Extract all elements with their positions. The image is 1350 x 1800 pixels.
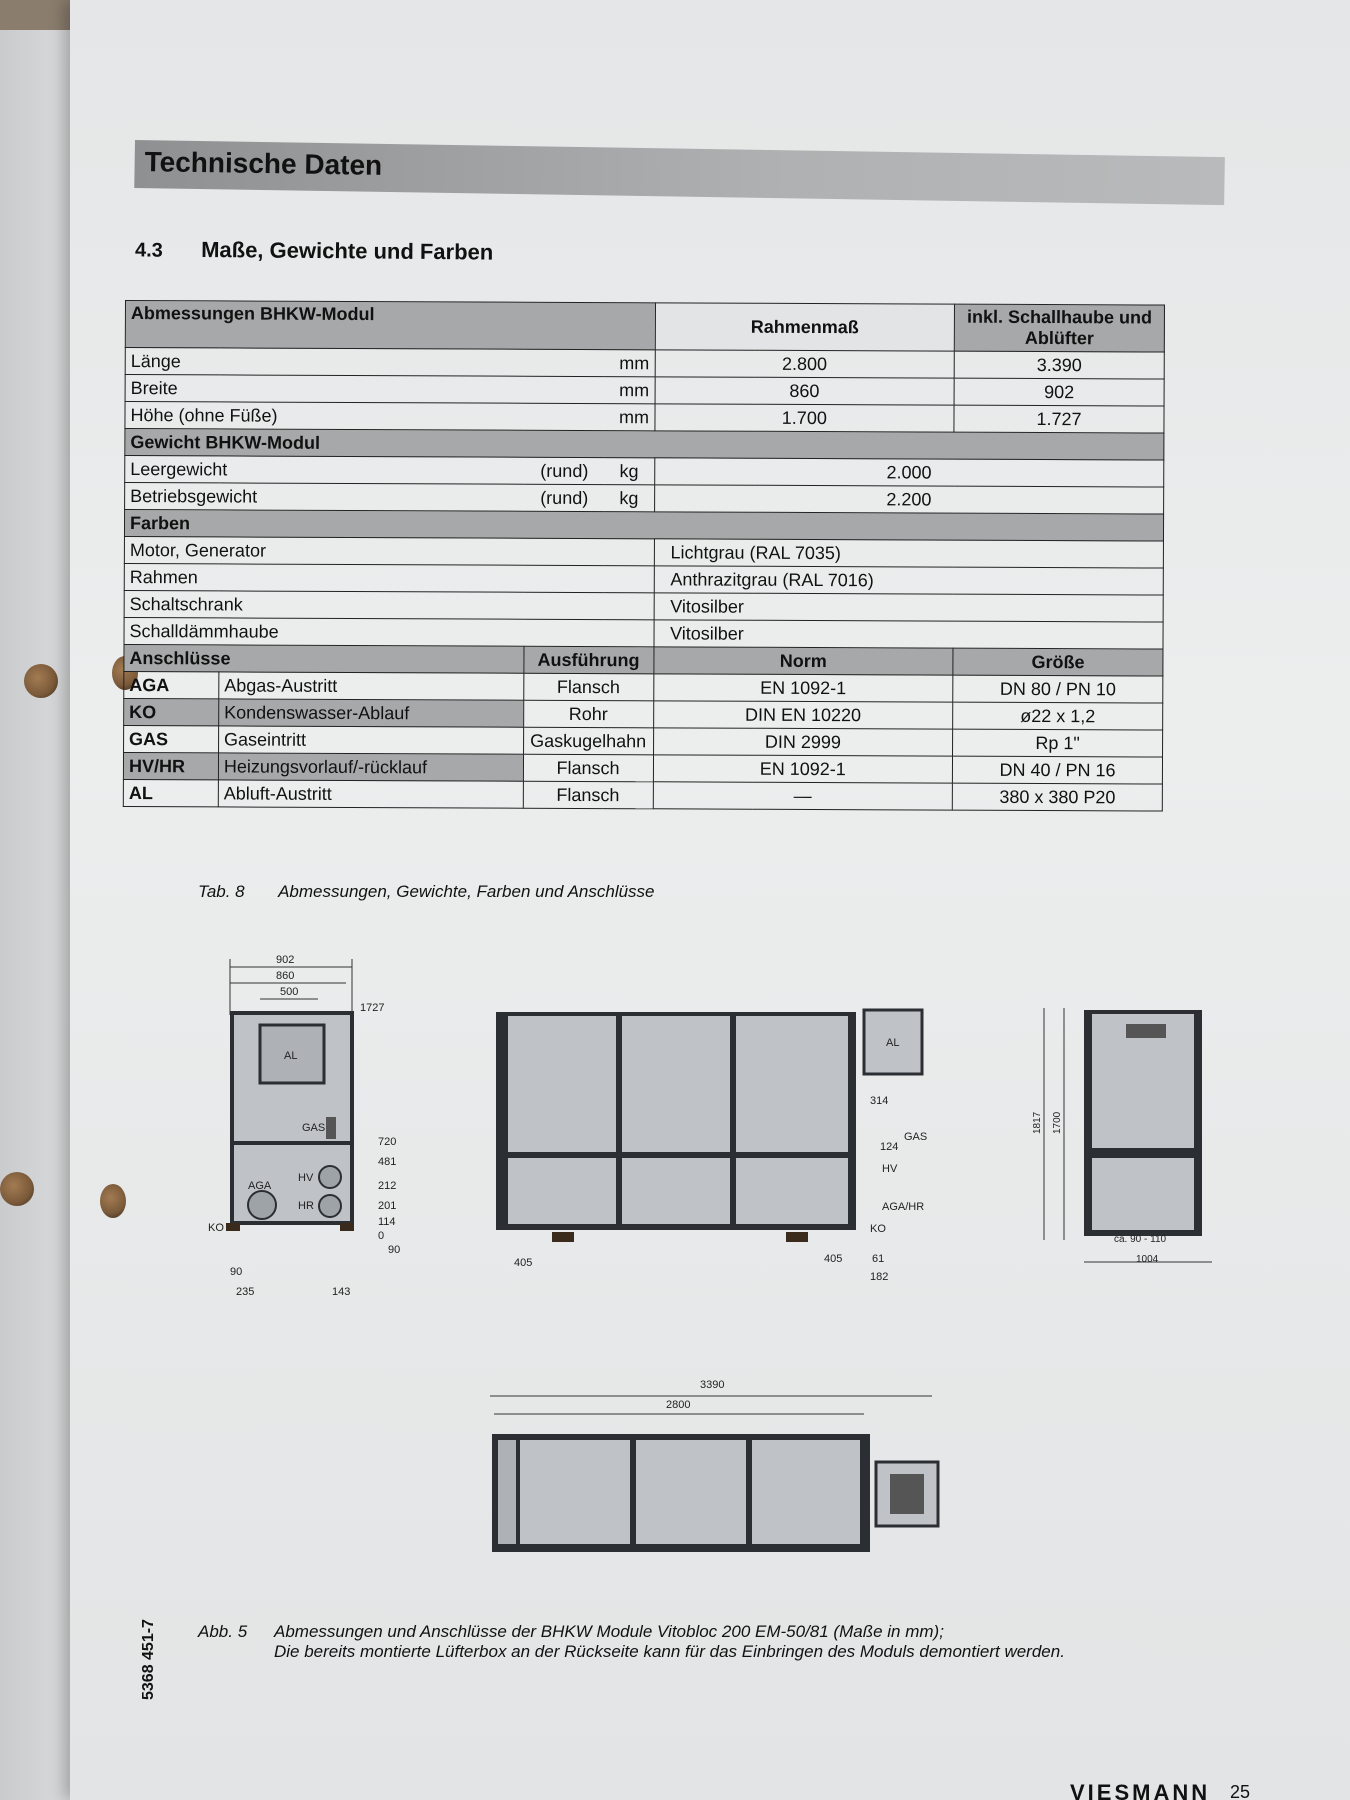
figure-caption-label: Abb. 5 [198, 1622, 248, 1641]
side-panel [622, 1016, 730, 1152]
spec-table-wrapper [123, 300, 1165, 812]
dim-label: 61 [872, 1253, 885, 1265]
dim-label: 182 [870, 1271, 889, 1283]
figure-caption-line1: Abmessungen und Anschlüsse der BHKW Module Vitobloc 200 EM-50/81 (Maße in mm); [274, 1622, 944, 1641]
side-panel [508, 1016, 616, 1152]
port-label: AGA [248, 1180, 272, 1192]
connection-name: Abluft-Austritt [218, 780, 523, 808]
dim-label: 405 [824, 1253, 843, 1265]
weight-value: 2.200 [654, 485, 1164, 514]
connection-design: Flansch [523, 673, 653, 701]
port-label: AGA/HR [882, 1201, 925, 1213]
table-caption [198, 882, 655, 902]
frame-value: 2.800 [655, 350, 955, 378]
connection-size: ø22 x 1,2 [953, 702, 1163, 730]
dim-label: 235 [236, 1286, 255, 1298]
document-code: 5368 451-7 [140, 1619, 157, 1700]
header-title: Technische Daten [144, 146, 383, 181]
port-label: HV [882, 1163, 898, 1175]
col-hood-header: inkl. Schallhaube und Ablüfter [954, 304, 1164, 352]
dim-label: 90 [388, 1244, 401, 1256]
heating-return-port [319, 1195, 341, 1217]
color-value: Anthrazitgrau (RAL 7016) [654, 566, 1164, 595]
connection-name: Heizungsvorlauf/-rücklauf [218, 753, 523, 781]
row-unit: kg [604, 485, 654, 512]
hood-value: 1.727 [954, 405, 1164, 433]
connection-norm: — [653, 782, 953, 810]
dim-label: 1727 [360, 1002, 385, 1014]
row-label: Breite [125, 375, 525, 404]
rear-lower-panel [1092, 1158, 1194, 1230]
connection-name: Gaseintritt [218, 726, 523, 754]
port-label: KO [208, 1222, 224, 1234]
colors-heading: Farben [124, 510, 1163, 542]
connection-size: 380 x 380 P20 [952, 783, 1162, 811]
punch-hole [24, 664, 58, 698]
dim-label: 405 [514, 1257, 533, 1269]
row-label: Länge [125, 348, 525, 377]
connection-code: AGA [124, 671, 219, 698]
control-display [1126, 1024, 1166, 1038]
dim-label: 3390 [700, 1379, 725, 1391]
dim-label: 500 [280, 986, 299, 998]
connection-code: KO [124, 698, 219, 725]
row-unit: kg [604, 458, 654, 485]
page-number: 25 [1230, 1782, 1251, 1800]
brand-logo: VIESMANN [1070, 1780, 1211, 1800]
col-frame-header: Rahmenmaß [655, 303, 955, 351]
top-view-drawing [480, 1370, 940, 1570]
dim-label: 1700 [1052, 1111, 1063, 1134]
exhaust-port [248, 1191, 276, 1219]
top-panel [636, 1440, 746, 1544]
row-label: Schaltschrank [124, 590, 654, 619]
dim-label: 90 [230, 1266, 243, 1278]
row-label: Betriebsgewicht [125, 483, 525, 512]
row-label: Höhe (ohne Füße) [125, 402, 525, 431]
connection-norm: DIN 2999 [653, 728, 953, 756]
color-value: Vitosilber [654, 593, 1164, 622]
dim-label: 212 [378, 1180, 397, 1192]
col-design-header: Ausführung [523, 646, 653, 674]
connections-heading: Anschlüsse [124, 644, 524, 673]
row-qualifier: (rund) [524, 457, 604, 484]
top-panel [752, 1440, 860, 1544]
table-caption-label: Tab. 8 [198, 882, 245, 901]
punch-hole [100, 1184, 126, 1218]
connection-code: HV/HR [123, 752, 218, 779]
port-label: HR [298, 1200, 314, 1212]
weight-heading: Gewicht BHKW-Modul [125, 429, 1164, 461]
table-row [123, 779, 1162, 811]
dim-label: ca. 90 - 110 [1114, 1234, 1167, 1245]
dim-label: 143 [332, 1286, 351, 1298]
color-value: Lichtgrau (RAL 7035) [654, 539, 1164, 568]
connection-name: Abgas-Austritt [219, 672, 524, 700]
heating-flow-port [319, 1166, 341, 1188]
connection-code: AL [123, 779, 218, 806]
punch-hole [0, 1172, 34, 1206]
port-label: GAS [904, 1131, 928, 1143]
connection-size: DN 80 / PN 10 [953, 675, 1163, 703]
gas-valve [326, 1117, 336, 1139]
table-caption-text: Abmessungen, Gewichte, Farben und Anschlüsse [278, 882, 655, 901]
connection-size: DN 40 / PN 16 [953, 756, 1163, 784]
col-norm-header: Norm [653, 647, 953, 675]
port-label: GAS [302, 1122, 326, 1134]
connection-code: GAS [124, 725, 219, 752]
fan-grille [890, 1474, 924, 1514]
section-title: Maße, Gewichte und Farben [201, 237, 494, 265]
connection-design: Flansch [523, 754, 653, 782]
frame-value: 860 [655, 377, 955, 405]
dim-label: 201 [378, 1200, 397, 1212]
dim-label: 314 [870, 1095, 889, 1107]
port-label: AL [886, 1037, 900, 1049]
connection-norm: EN 1092-1 [653, 674, 953, 702]
connection-design: Rohr [523, 700, 653, 728]
frame-value: 1.700 [654, 404, 954, 432]
dim-label: 860 [276, 970, 295, 982]
side-panel [508, 1158, 616, 1224]
row-label: Rahmen [124, 563, 654, 592]
row-unit: mm [525, 376, 655, 404]
side-panel [736, 1158, 848, 1224]
rear-view-drawing [1030, 1000, 1230, 1280]
dim-label: 114 [378, 1216, 396, 1228]
connection-norm: EN 1092-1 [653, 755, 953, 783]
row-label: Schalldämmhaube [124, 617, 654, 646]
dim-label: 902 [276, 954, 295, 966]
spec-table [123, 300, 1165, 812]
row-unit: mm [525, 403, 655, 431]
col-size-header: Größe [953, 648, 1163, 676]
dimensions-heading: Abmessungen BHKW-Modul [125, 301, 655, 350]
figure-caption [198, 1622, 1118, 1662]
connection-norm: DIN EN 10220 [653, 701, 953, 729]
hood-value: 902 [954, 378, 1164, 406]
figure-caption-line2: Die bereits montierte Lüfterbox an der Rückseite kann für das Einbringen des Moduls demontiert werden. [274, 1642, 1065, 1661]
port-label: AL [284, 1050, 298, 1062]
color-value: Vitosilber [654, 620, 1164, 649]
dim-label: 1004 [1136, 1254, 1159, 1265]
front-view-drawing [200, 945, 430, 1305]
dim-label: 0 [378, 1230, 385, 1242]
dim-label: 124 [880, 1141, 899, 1153]
port-label: HV [298, 1172, 314, 1184]
dim-label: 1817 [1032, 1111, 1043, 1134]
side-view-drawing [480, 1000, 950, 1300]
row-label: Leergewicht [125, 456, 525, 485]
side-panel [736, 1016, 848, 1152]
row-unit: mm [525, 349, 655, 377]
connection-design: Gaskugelhahn [523, 727, 653, 755]
hood-value: 3.390 [954, 351, 1164, 379]
dim-label: 2800 [666, 1399, 691, 1411]
side-panel [622, 1158, 730, 1224]
port-label: KO [870, 1223, 886, 1235]
top-panel [520, 1440, 630, 1544]
row-qualifier: (rund) [524, 484, 604, 511]
row-label: Motor, Generator [124, 536, 654, 565]
section-heading [135, 236, 493, 265]
connection-name: Kondenswasser-Ablauf [219, 699, 524, 727]
dim-label: 481 [378, 1156, 397, 1168]
connection-design: Flansch [523, 781, 653, 809]
dim-label: 720 [378, 1136, 397, 1148]
weight-value: 2.000 [654, 458, 1164, 487]
connection-size: Rp 1" [953, 729, 1163, 757]
section-number: 4.3 [134, 239, 163, 262]
control-cabinet [498, 1440, 516, 1544]
